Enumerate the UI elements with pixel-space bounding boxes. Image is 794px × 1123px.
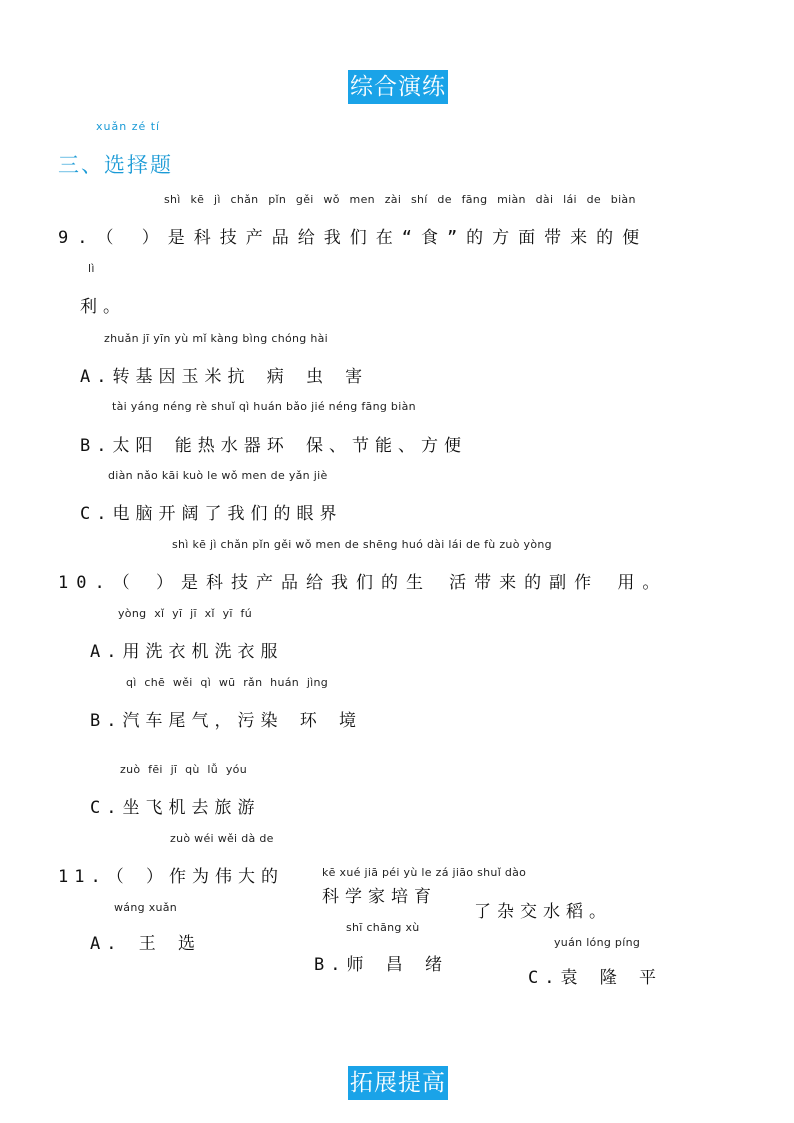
q10-pinyin: shì kē jì chǎn pǐn gěi wǒ men de shēng huó dài lái de fù zuò yòng	[172, 538, 552, 551]
section-pinyin: xuǎn zé tí	[96, 120, 161, 133]
q11-option-a[interactable]: A. 王 选	[90, 934, 201, 954]
q9-option-c[interactable]: C.电脑开阔了我们的眼界	[80, 504, 343, 524]
q9-pinyin: shì kē jì chǎn pǐn gěi wǒ men zài shí de fāng miàn dài lái de biàn	[164, 193, 636, 206]
q9-option-b[interactable]: B.太阳 能热水器环 保、节能、方便	[80, 436, 467, 456]
q9-option-a[interactable]: A.转基因玉米抗 病 虫 害	[80, 367, 369, 387]
section-title: 三、选择题	[58, 153, 173, 177]
q11-text-b1: 科学家培育	[322, 887, 437, 907]
q11-option-a-pinyin: wáng xuǎn	[114, 901, 178, 914]
q9-option-b-pinyin: tài yáng néng rè shuǐ qì huán bǎo jié néng fāng biàn	[112, 400, 416, 413]
q9-option-c-pinyin: diàn nǎo kāi kuò le wǒ men de yǎn jiè	[108, 469, 328, 482]
q11-option-c[interactable]: C.袁 隆 平	[528, 968, 662, 988]
q11-pinyin-b: kē xué jiā péi yù le zá jiāo shuǐ dào	[322, 866, 527, 879]
q11-option-b-pinyin: shī chāng xù	[346, 921, 420, 934]
q9-option-a-pinyin: zhuǎn jī yīn yù mǐ kàng bìng chóng hài	[104, 332, 329, 345]
top-banner-title: 综合演练	[348, 70, 448, 104]
q9-text-line2: 利。	[80, 297, 126, 317]
q10-option-a[interactable]: A.用洗衣机洗衣服	[90, 642, 284, 662]
q10-option-a-pinyin: yòng xǐ yī jī xǐ yī fú	[118, 607, 252, 620]
q11-text-a: 11.（ ）作为伟大的	[58, 867, 284, 887]
q11-option-b[interactable]: B.师 昌 绪	[314, 955, 448, 975]
q10-option-b[interactable]: B.汽车尾气，污染 环 境	[90, 711, 362, 731]
q11-text-b2: 了杂交水稻。	[474, 902, 612, 922]
q9-text: 9.（ ）是科技产品给我们在“食”的方面带来的便	[58, 228, 649, 248]
q10-option-b-pinyin: qì chē wěi qì wū rǎn huán jìng	[126, 676, 329, 689]
q11-option-c-pinyin: yuán lóng píng	[554, 936, 641, 949]
q11-pinyin-a: zuò wéi wěi dà de	[170, 832, 274, 845]
q10-option-c-pinyin: zuò fēi jī qù lǚ yóu	[120, 763, 247, 776]
q10-option-c[interactable]: C.坐飞机去旅游	[90, 798, 261, 818]
bottom-banner-title: 拓展提高	[348, 1066, 448, 1100]
q10-text: 10.（ ）是科技产品给我们的生 活带来的副作 用。	[58, 573, 668, 593]
q9-pinyin-line2: lì	[88, 262, 95, 275]
